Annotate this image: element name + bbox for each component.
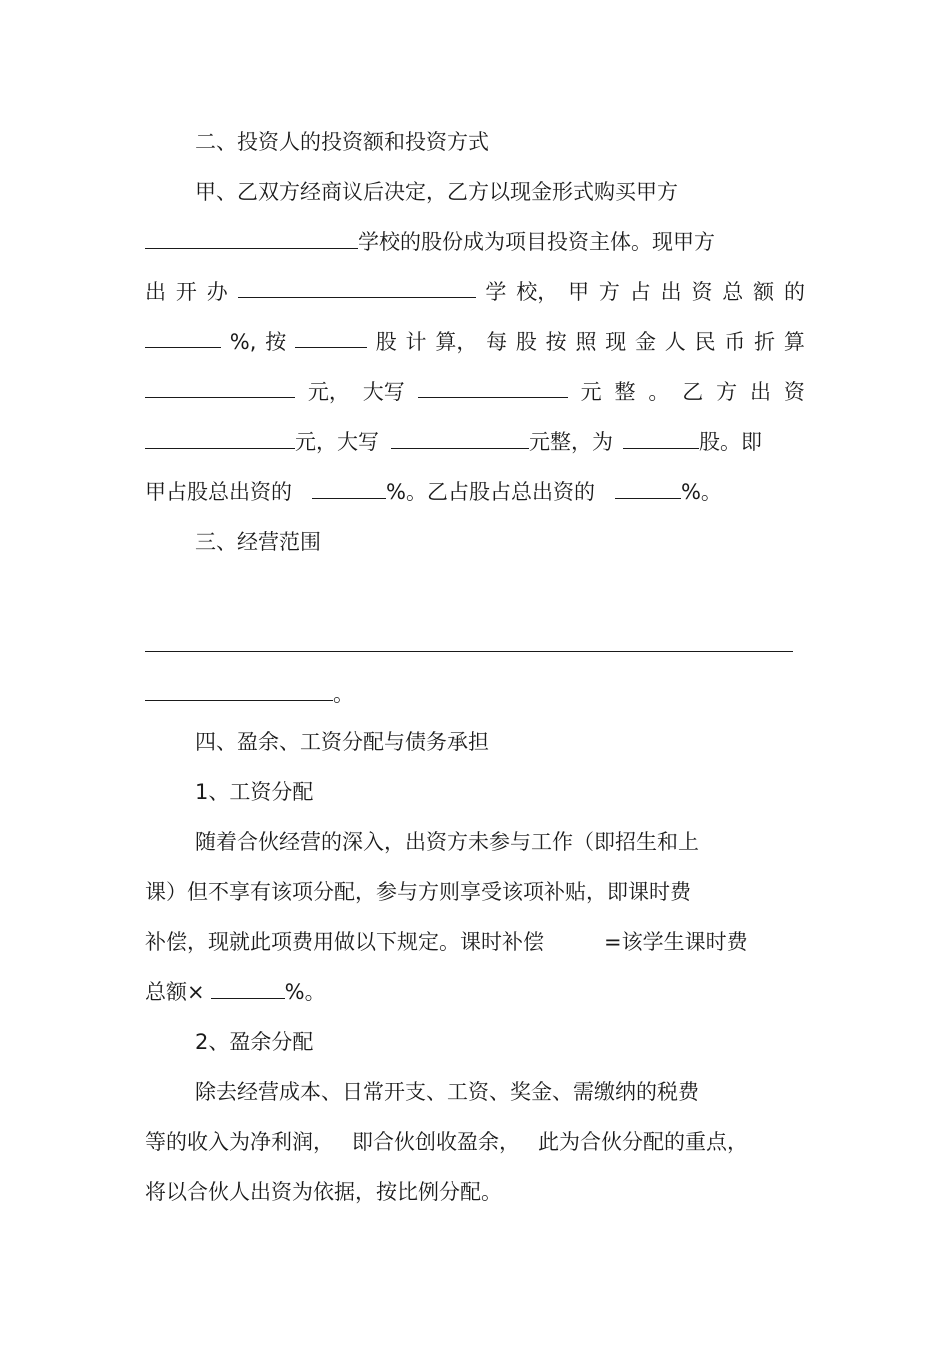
char: 照 [575,330,597,354]
char: 开 [175,280,197,304]
char: 总 [722,280,744,304]
wage-paragraph-line-3 [145,927,748,957]
jia-amount-blank [145,377,295,398]
wage-paragraph-line-1: 随着合伙经营的深入，出资方未参与工作（即招生和上 [195,830,699,854]
jia-uppercase-blank [418,377,568,398]
wage-percent-end: %。 [284,980,326,1004]
char: 元 [580,380,602,404]
char: 算， [435,330,478,354]
subheading-wage: 1、工资分配 [195,780,314,804]
profit-focus-text: 此为合伙分配的重点， [538,1130,748,1154]
profit-paragraph-line-3: 将以合伙人出资为依据，按比例分配。 [145,1180,502,1204]
invest-paragraph-line-2 [145,227,715,257]
profit-surplus-text: 即合伙创收盈余， [352,1130,520,1154]
char: 甲 [568,280,590,304]
char: 出 [750,380,772,404]
section-heading-distribution: 四、盈余、工资分配与债务承担 [195,730,489,754]
invest-paragraph-line-4 [145,327,805,357]
jia-percent-blank [145,327,221,348]
profit-net-text: 等的收入为净利润， [145,1130,334,1154]
subheading-profit: 2、盈余分配 [195,1030,314,1054]
invest-paragraph-line-1: 甲、乙双方经商议后决定，乙方以现金形式购买甲方 [195,180,678,204]
char: 算 [783,330,805,354]
invest-paragraph-line-7 [145,477,722,507]
profit-paragraph-line-2 [145,1127,748,1157]
yi-ratio-end: %。 [680,480,722,504]
percent-sign: %, [229,330,257,354]
yi-shares-text: 股。即 [699,430,762,454]
yi-ratio-text: %。乙占股占总出资的 [386,480,595,504]
wage-paragraph-line-2: 课）但不享有该项分配，参与方则享受该项补贴，即课时费 [145,880,691,904]
yi-uppercase-blank [391,428,529,449]
char: 。 [648,380,670,404]
wage-rule-text: 补偿，现就此项费用做以下规定。课时补偿 [145,930,544,954]
share-count-blank [295,327,367,348]
char: 资 [783,380,805,404]
invest-paragraph-line-5 [145,377,805,407]
char: 按 [545,330,567,354]
jia-ratio-text: 甲占股总出资的 [145,480,292,504]
char: 每 [486,330,508,354]
an-text: 按 [265,330,287,354]
char: 占 [629,280,651,304]
scope-period: 。 [333,682,354,706]
section-heading-scope: 三、经营范围 [195,530,321,554]
jia-ratio-blank [312,478,386,499]
char: 学 [485,280,507,304]
invest-paragraph-line-3 [145,277,805,307]
yi-ratio-blank [615,478,681,499]
char: 资 [691,280,713,304]
char: 民 [694,330,716,354]
char: 乙 [682,380,704,404]
scope-blank-line-1 [145,651,793,652]
invest-paragraph-line-6 [145,427,762,457]
yuan-text: 元， [307,380,350,404]
char: 币 [724,330,746,354]
char: 计 [405,330,427,354]
char: 整 [614,380,636,404]
scope-line-2 [145,679,354,709]
char: 金 [635,330,657,354]
yi-amount-text: 元，大写 [295,430,379,454]
school-opening-blank [238,277,476,298]
invest-line-2-text: 学校的股份成为项目投资主体。现甲方 [358,230,715,254]
char: 额 [753,280,775,304]
scope-blank-line-2 [145,680,333,701]
wage-percent-blank [211,978,285,999]
wage-total-text: 总额× [145,980,205,1004]
school-name-blank [145,228,358,249]
section-heading-investment: 二、投资人的投资额和投资方式 [195,130,489,154]
char: 办 [206,280,228,304]
wage-formula-text: =该学生课时费 [604,930,748,954]
yi-uppercase-text: 元整，为 [529,430,613,454]
char: 出 [145,280,166,304]
yi-amount-blank [145,428,295,449]
char: 方 [716,380,738,404]
char: 校， [516,280,559,304]
wage-paragraph-line-4 [145,977,326,1007]
char: 的 [783,280,805,304]
char: 折 [754,330,776,354]
char: 股 [375,330,397,354]
char: 出 [660,280,682,304]
char: 股 [515,330,537,354]
profit-paragraph-line-1: 除去经营成本、日常开支、工资、奖金、需缴纳的税费 [195,1080,699,1104]
char: 人 [664,330,686,354]
yi-shares-blank [623,428,699,449]
char: 方 [598,280,620,304]
char: 现 [605,330,627,354]
daxie-text: 大写 [362,380,405,404]
